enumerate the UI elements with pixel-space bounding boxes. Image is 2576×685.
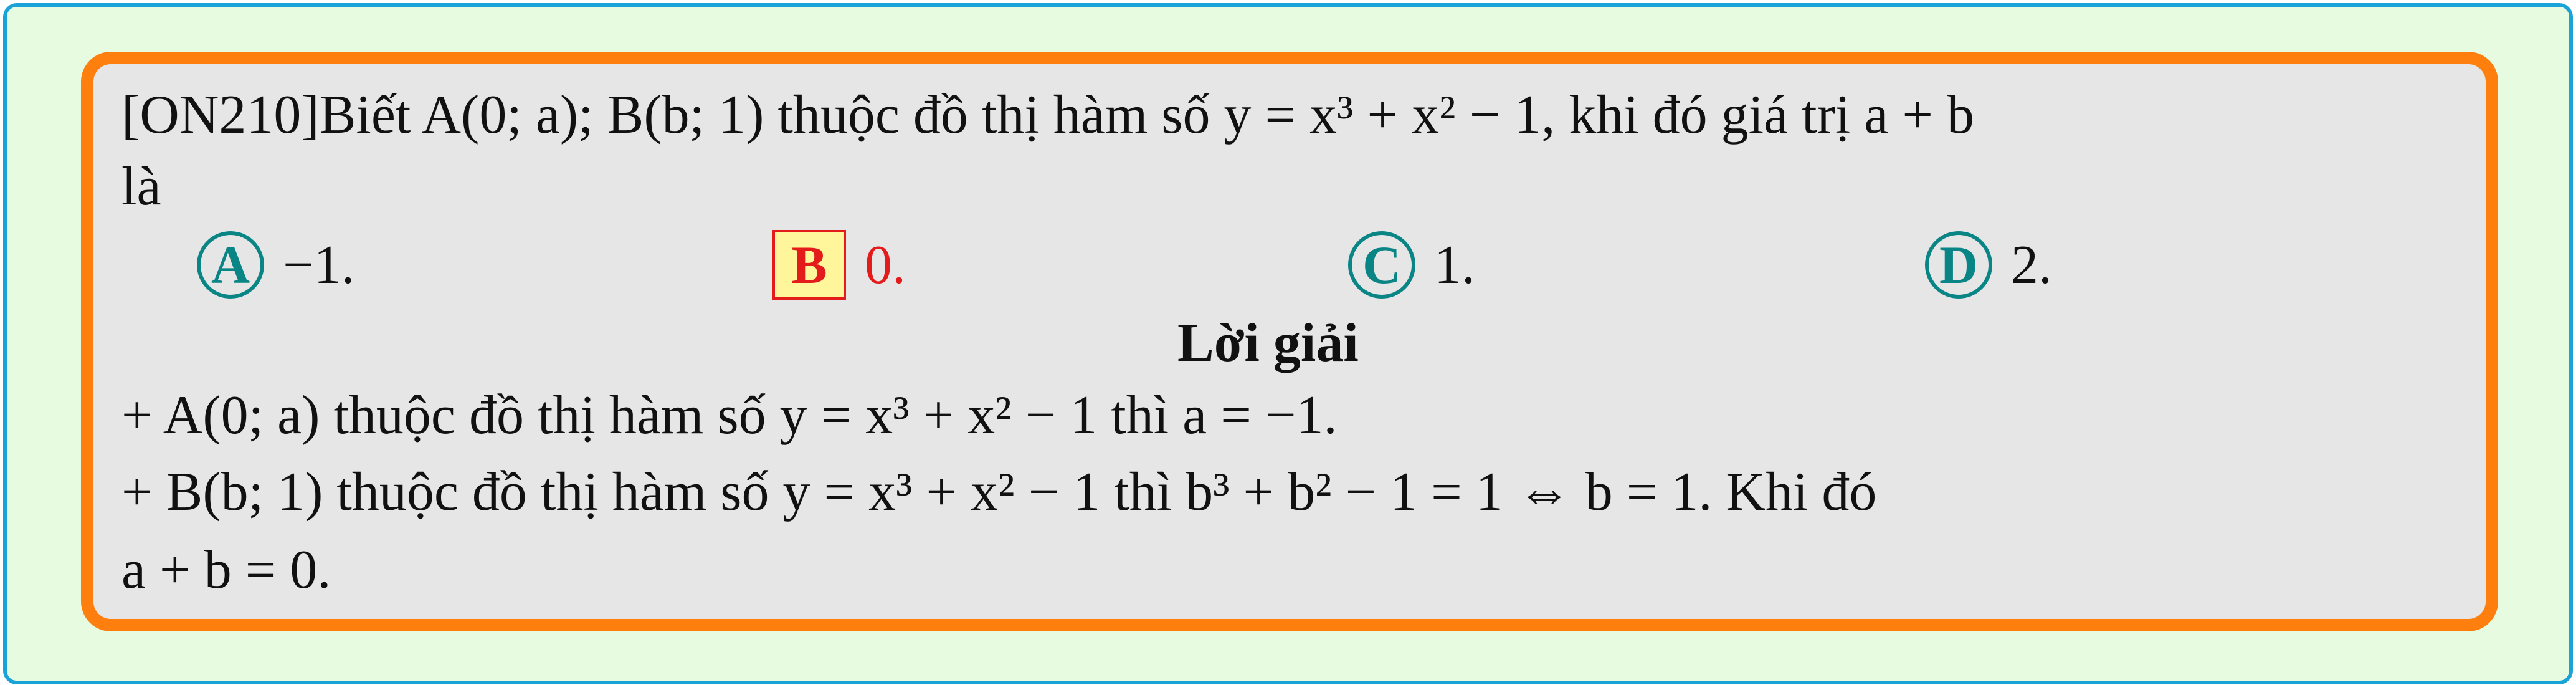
solution-line2: + B(b; 1) thuộc đồ thị hàm số y = x³ + x² − 1 thì b³ + b² − 1 = 1 ⇔ b = 1. Khi đó [121, 462, 1877, 522]
question-text-line1: [ON210]Biết A(0; a); B(b; 1) thuộc đồ thị hàm số y = x³ + x² − 1, khi đó giá trị a + b [121, 85, 1975, 145]
option-b-letter: B [772, 230, 846, 300]
solution-title: Lời giải [1177, 313, 1359, 373]
option-d-text: 2. [2011, 234, 2052, 295]
option-b[interactable] [772, 228, 906, 302]
question-text-line2: là [121, 156, 161, 217]
option-a-letter: A [197, 231, 264, 299]
option-d[interactable] [1925, 228, 2052, 302]
solution-line3: a + b = 0. [121, 540, 331, 600]
option-c[interactable] [1348, 228, 1475, 302]
option-c-text: 1. [1434, 234, 1475, 295]
option-d-letter: D [1925, 231, 1992, 299]
solution-line1: + A(0; a) thuộc đồ thị hàm số y = x³ + x² − 1 thì a = −1. [121, 385, 1338, 446]
option-a-text: −1. [283, 234, 355, 295]
option-b-text: 0. [865, 234, 906, 295]
option-a[interactable] [197, 228, 355, 302]
option-c-letter: C [1348, 231, 1415, 299]
